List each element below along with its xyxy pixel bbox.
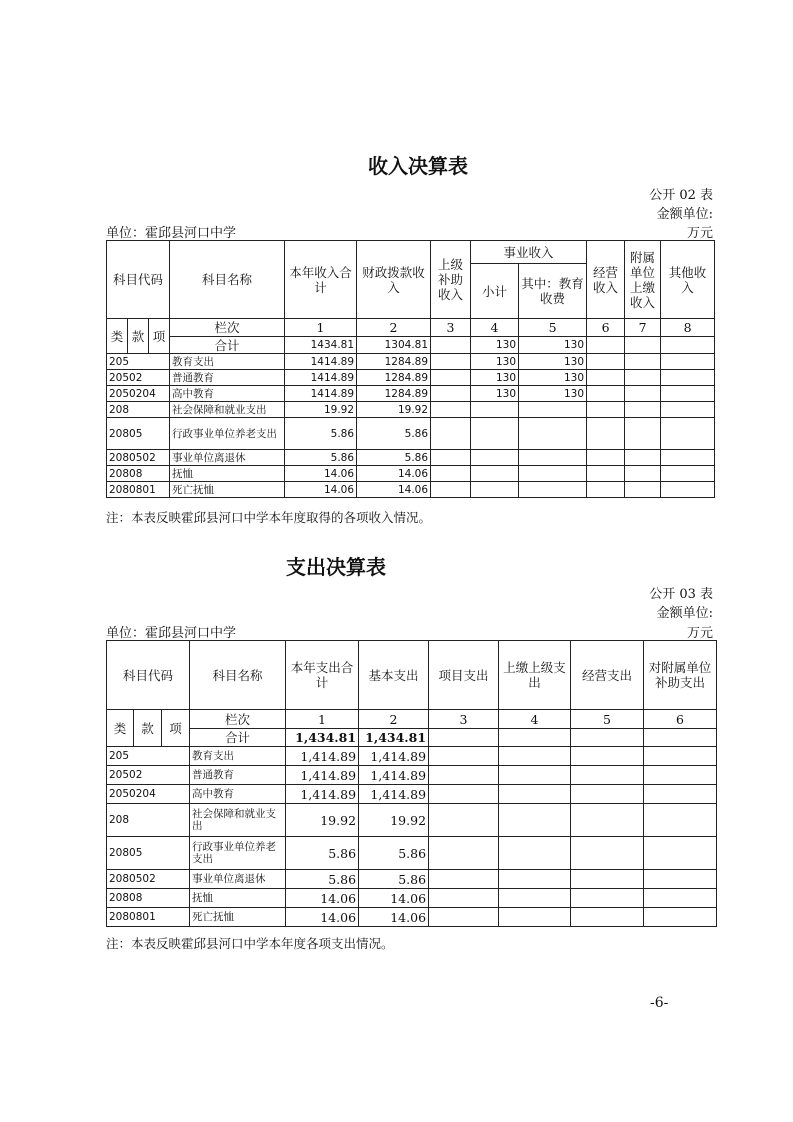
header-upper: 上级补助收入 bbox=[431, 241, 471, 319]
sum-edu-fee: 130 bbox=[519, 337, 587, 354]
row-name: 抚恤 bbox=[190, 889, 286, 908]
row-code: 2080502 bbox=[107, 450, 170, 466]
header-total: 本年收入合计 bbox=[285, 241, 357, 319]
sum-total: 1,434.81 bbox=[286, 729, 359, 747]
expense-unit-value: 万元 bbox=[686, 626, 713, 641]
table-row bbox=[107, 837, 717, 870]
sum-subtotal: 130 bbox=[471, 337, 519, 354]
row-basic: 5.86 bbox=[359, 870, 429, 889]
row-code: 20805 bbox=[107, 837, 190, 870]
header-name: 科目名称 bbox=[170, 241, 285, 319]
row-code: 208 bbox=[107, 804, 190, 837]
col-num: 3 bbox=[431, 319, 471, 337]
row-edu-fee bbox=[519, 450, 587, 466]
row-name: 普通教育 bbox=[190, 766, 286, 785]
header-kuan: 款 bbox=[128, 319, 149, 354]
row-total: 5.86 bbox=[286, 837, 359, 870]
row-total: 1,414.89 bbox=[286, 785, 359, 804]
row-total: 1,414.89 bbox=[286, 747, 359, 766]
sum-fiscal: 1304.81 bbox=[357, 337, 431, 354]
row-code: 208 bbox=[107, 402, 170, 418]
table-row bbox=[107, 870, 717, 889]
header-project: 项目支出 bbox=[429, 641, 499, 710]
col-num: 6 bbox=[587, 319, 625, 337]
table-row bbox=[107, 354, 715, 370]
header-operating: 经营收入 bbox=[587, 241, 625, 319]
row-name: 高中教育 bbox=[170, 386, 285, 402]
header-xiang: 项 bbox=[162, 710, 190, 747]
expense-note: 注：本表反映霍邱县河口中学本年度各项支出情况。 bbox=[106, 936, 394, 951]
row-edu-fee: 130 bbox=[519, 386, 587, 402]
header-total: 本年支出合计 bbox=[286, 641, 359, 710]
row-total: 14.06 bbox=[285, 466, 357, 482]
row-total: 1414.89 bbox=[285, 354, 357, 370]
row-subtotal bbox=[471, 418, 519, 450]
row-basic: 1,414.89 bbox=[359, 747, 429, 766]
row-basic: 14.06 bbox=[359, 889, 429, 908]
row-edu-fee bbox=[519, 402, 587, 418]
header-other: 其他收入 bbox=[661, 241, 715, 319]
row-edu-fee: 130 bbox=[519, 354, 587, 370]
col-num: 5 bbox=[519, 319, 587, 337]
col-num: 8 bbox=[661, 319, 715, 337]
col-num: 4 bbox=[499, 710, 571, 729]
sum-label: 合计 bbox=[190, 729, 286, 747]
col-num: 1 bbox=[285, 319, 357, 337]
row-total: 14.06 bbox=[286, 889, 359, 908]
table-row bbox=[107, 418, 715, 450]
col-num: 1 bbox=[286, 710, 359, 729]
income-org: 单位：霍邱县河口中学 bbox=[106, 226, 237, 241]
row-fiscal: 5.86 bbox=[357, 450, 431, 466]
col-num: 2 bbox=[357, 319, 431, 337]
header-lanci: 栏次 bbox=[170, 319, 285, 337]
header-upper: 上缴上级支出 bbox=[499, 641, 571, 710]
row-code: 20808 bbox=[107, 889, 190, 908]
row-total: 19.92 bbox=[286, 804, 359, 837]
row-subtotal: 130 bbox=[471, 354, 519, 370]
table-row bbox=[107, 466, 715, 482]
income-note: 注：本表反映霍邱县河口中学本年度取得的各项收入情况。 bbox=[106, 510, 432, 525]
header-xiang: 项 bbox=[149, 319, 170, 354]
table-row bbox=[107, 908, 717, 927]
row-fiscal: 1284.89 bbox=[357, 386, 431, 402]
expense-table bbox=[106, 640, 717, 927]
row-subtotal bbox=[471, 402, 519, 418]
row-name: 社会保障和就业支出 bbox=[190, 804, 286, 837]
row-edu-fee bbox=[519, 466, 587, 482]
header-edu-fee: 其中：教育收费 bbox=[519, 264, 587, 319]
row-edu-fee bbox=[519, 482, 587, 498]
sum-total: 1434.81 bbox=[285, 337, 357, 354]
header-affiliated: 附属单位上缴收入 bbox=[625, 241, 661, 319]
row-name: 行政事业单位养老支出 bbox=[190, 837, 286, 870]
income-unit-label: 金额单位: bbox=[656, 207, 713, 222]
header-lei: 类 bbox=[107, 710, 134, 747]
row-name: 死亡抚恤 bbox=[190, 908, 286, 927]
table-row bbox=[107, 747, 717, 766]
row-total: 14.06 bbox=[286, 908, 359, 927]
header-basic: 基本支出 bbox=[359, 641, 429, 710]
income-form-no: 公开 02 表 bbox=[649, 188, 713, 203]
header-lei: 类 bbox=[107, 319, 128, 354]
row-subtotal bbox=[471, 450, 519, 466]
row-code: 20502 bbox=[107, 766, 190, 785]
row-basic: 19.92 bbox=[359, 804, 429, 837]
row-code: 205 bbox=[107, 354, 170, 370]
row-basic: 1,414.89 bbox=[359, 766, 429, 785]
row-code: 20502 bbox=[107, 370, 170, 386]
table-row bbox=[107, 386, 715, 402]
row-name: 教育支出 bbox=[190, 747, 286, 766]
sum-basic: 1,434.81 bbox=[359, 729, 429, 747]
row-subtotal bbox=[471, 466, 519, 482]
row-code: 2080801 bbox=[107, 482, 170, 498]
table-row bbox=[107, 804, 717, 837]
header-lanci: 栏次 bbox=[190, 710, 286, 729]
row-basic: 14.06 bbox=[359, 908, 429, 927]
row-basic: 1,414.89 bbox=[359, 785, 429, 804]
col-num: 3 bbox=[429, 710, 499, 729]
income-unit-value: 万元 bbox=[686, 226, 713, 241]
page-number: -6- bbox=[650, 995, 669, 1011]
row-name: 社会保障和就业支出 bbox=[170, 402, 285, 418]
header-career: 事业收入 bbox=[471, 241, 587, 264]
row-fiscal: 1284.89 bbox=[357, 354, 431, 370]
row-code: 20805 bbox=[107, 418, 170, 450]
expense-unit-label: 金额单位: bbox=[656, 606, 713, 621]
col-num: 5 bbox=[571, 710, 644, 729]
row-fiscal: 5.86 bbox=[357, 418, 431, 450]
table-row bbox=[107, 402, 715, 418]
expense-org: 单位：霍邱县河口中学 bbox=[106, 626, 237, 641]
table-row bbox=[107, 450, 715, 466]
row-name: 教育支出 bbox=[170, 354, 285, 370]
row-name: 抚恤 bbox=[170, 466, 285, 482]
row-fiscal: 14.06 bbox=[357, 482, 431, 498]
row-total: 5.86 bbox=[285, 418, 357, 450]
header-fiscal: 财政拨款收入 bbox=[357, 241, 431, 319]
row-name: 事业单位离退休 bbox=[170, 450, 285, 466]
row-fiscal: 14.06 bbox=[357, 466, 431, 482]
row-total: 1,414.89 bbox=[286, 766, 359, 785]
row-code: 2080502 bbox=[107, 870, 190, 889]
income-table bbox=[106, 240, 715, 498]
row-name: 死亡抚恤 bbox=[170, 482, 285, 498]
table-row bbox=[107, 482, 715, 498]
row-total: 5.86 bbox=[285, 450, 357, 466]
table-row bbox=[107, 370, 715, 386]
row-subtotal: 130 bbox=[471, 370, 519, 386]
header-kuan: 款 bbox=[134, 710, 162, 747]
row-code: 2080801 bbox=[107, 908, 190, 927]
col-num: 2 bbox=[359, 710, 429, 729]
header-code: 科目代码 bbox=[107, 241, 170, 319]
header-subtotal: 小计 bbox=[471, 264, 519, 319]
row-total: 1414.89 bbox=[285, 370, 357, 386]
expense-title: 支出决算表 bbox=[286, 555, 386, 579]
row-code: 205 bbox=[107, 747, 190, 766]
table-row bbox=[107, 785, 717, 804]
header-operating: 经营支出 bbox=[571, 641, 644, 710]
row-subtotal: 130 bbox=[471, 386, 519, 402]
header-name: 科目名称 bbox=[190, 641, 286, 710]
row-code: 2050204 bbox=[107, 785, 190, 804]
row-name: 普通教育 bbox=[170, 370, 285, 386]
row-subtotal bbox=[471, 482, 519, 498]
row-edu-fee bbox=[519, 418, 587, 450]
col-num: 7 bbox=[625, 319, 661, 337]
income-title: 收入决算表 bbox=[368, 154, 468, 178]
table-row bbox=[107, 766, 717, 785]
sum-label: 合计 bbox=[170, 337, 285, 354]
row-total: 1414.89 bbox=[285, 386, 357, 402]
row-fiscal: 19.92 bbox=[357, 402, 431, 418]
row-code: 20808 bbox=[107, 466, 170, 482]
row-fiscal: 1284.89 bbox=[357, 370, 431, 386]
col-num: 6 bbox=[644, 710, 717, 729]
table-row bbox=[107, 889, 717, 908]
header-affiliated: 对附属单位补助支出 bbox=[644, 641, 717, 710]
row-basic: 5.86 bbox=[359, 837, 429, 870]
row-edu-fee: 130 bbox=[519, 370, 587, 386]
row-name: 行政事业单位养老支出 bbox=[170, 418, 285, 450]
col-num: 4 bbox=[471, 319, 519, 337]
row-name: 事业单位离退休 bbox=[190, 870, 286, 889]
expense-form-no: 公开 03 表 bbox=[649, 587, 713, 602]
row-total: 19.92 bbox=[285, 402, 357, 418]
row-total: 5.86 bbox=[286, 870, 359, 889]
row-total: 14.06 bbox=[285, 482, 357, 498]
row-name: 高中教育 bbox=[190, 785, 286, 804]
header-code: 科目代码 bbox=[107, 641, 190, 710]
row-code: 2050204 bbox=[107, 386, 170, 402]
